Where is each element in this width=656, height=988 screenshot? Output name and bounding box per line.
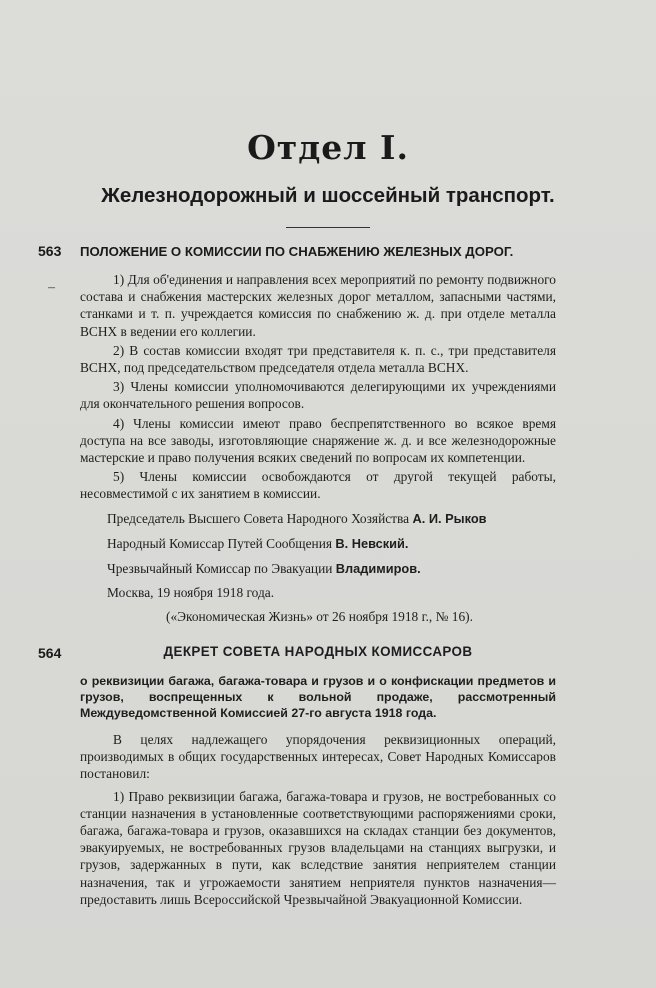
source-citation: («Экономическая Жизнь» от 26 ноября 1918 г., № 16). bbox=[166, 609, 473, 624]
title-divider bbox=[286, 227, 370, 228]
signatory-name: В. Невский. bbox=[335, 536, 409, 551]
paragraph: 2) В состав комиссии входят три представителя к. п. с., три представителя ВСНХ, под председательством председателя отдела металла ВСНХ. bbox=[80, 342, 556, 376]
document-heading-564: ДЕКРЕТ СОВЕТА НАРОДНЫХ КОМИССАРОВ bbox=[163, 644, 473, 659]
signature-line bbox=[107, 561, 421, 577]
document-number-563: 563 bbox=[38, 243, 62, 259]
paragraph: 1) Для об'единения и направления всех мероприятий по ремонту подвижного состава и снабжения мастерских железных дорог металлом, запасными частями, станками и т. п. учреждается комиссия по снабжению ж. д. при отделе металла ВСНХ в ведении его коллегии. bbox=[80, 272, 556, 339]
signature-line bbox=[107, 536, 408, 552]
section-title: Отдел I. bbox=[247, 128, 409, 167]
signatory-role: Председатель Высшего Совета Народного Хозяйства bbox=[107, 511, 410, 526]
margin-mark: – bbox=[48, 280, 55, 295]
paragraph: В целях надлежащего упорядочения реквизиционных операций, производимых в общих государственных интересах, Совет Народных Комиссаров постановил: bbox=[80, 732, 556, 782]
paragraph: 5) Члены комиссии освобождаются от другой текущей работы, несовместимой с их занятием в комиссии. bbox=[80, 469, 556, 502]
section-subtitle: Железнодорожный и шоссейный транспорт. bbox=[101, 184, 555, 207]
document-body-564 bbox=[80, 731, 556, 908]
document-body-563 bbox=[80, 271, 556, 503]
document-heading-563: ПОЛОЖЕНИЕ О КОМИССИИ ПО СНАБЖЕНИЮ ЖЕЛЕЗНЫХ ДОРОГ. bbox=[80, 244, 514, 259]
signatory-name: А. И. Рыков bbox=[412, 511, 487, 526]
paragraph: 1) Право реквизиции багажа, багажа-товара и грузов, не востребованных со станции назначения в установленные соответствующими распоряжениями сроки, багажа, багажа-товара и грузов, оказавшихся на складах станции без документов, эвакуируемых, не востребованных грузов владельцами на станциях выгрузки, и грузов, задержанных в пути, как вследствие занятия неприятелем станции назначения, так и угрожаемости занятием неприятеля пунктов назначения—предоставить лишь Всероссийской Чрезвычайной Эвакуационной Комиссии. bbox=[80, 788, 556, 907]
document-number-564: 564 bbox=[38, 645, 62, 661]
signatory-role: Народный Комиссар Путей Сообщения bbox=[107, 536, 333, 551]
signature-line bbox=[107, 511, 487, 527]
paragraph: 3) Члены комиссии уполномочиваются делегирующими их учреждениями для окончательного решения вопросов. bbox=[80, 379, 556, 412]
signatory-name: Владимиров. bbox=[335, 561, 421, 576]
signatory-role: Чрезвычайный Комиссар по Эвакуации bbox=[107, 561, 333, 576]
document-subheading-564: о реквизиции багажа, багажа-товара и грузов и о конфискации предметов и грузов, воспрещенных к вольной продаже, рассмотренный Междуведомственной Комиссией 27-го августа 1918 года. bbox=[80, 674, 556, 720]
place-date: Москва, 19 ноября 1918 года. bbox=[107, 585, 275, 600]
paragraph: 4) Члены комиссии имеют право беспрепятственного во всякое время доступа на все заводы, изготовляющие снаряжение ж. д. и все железнодорожные мастерские и право получения всяких сведений по вопросам их компетенции. bbox=[80, 415, 556, 466]
